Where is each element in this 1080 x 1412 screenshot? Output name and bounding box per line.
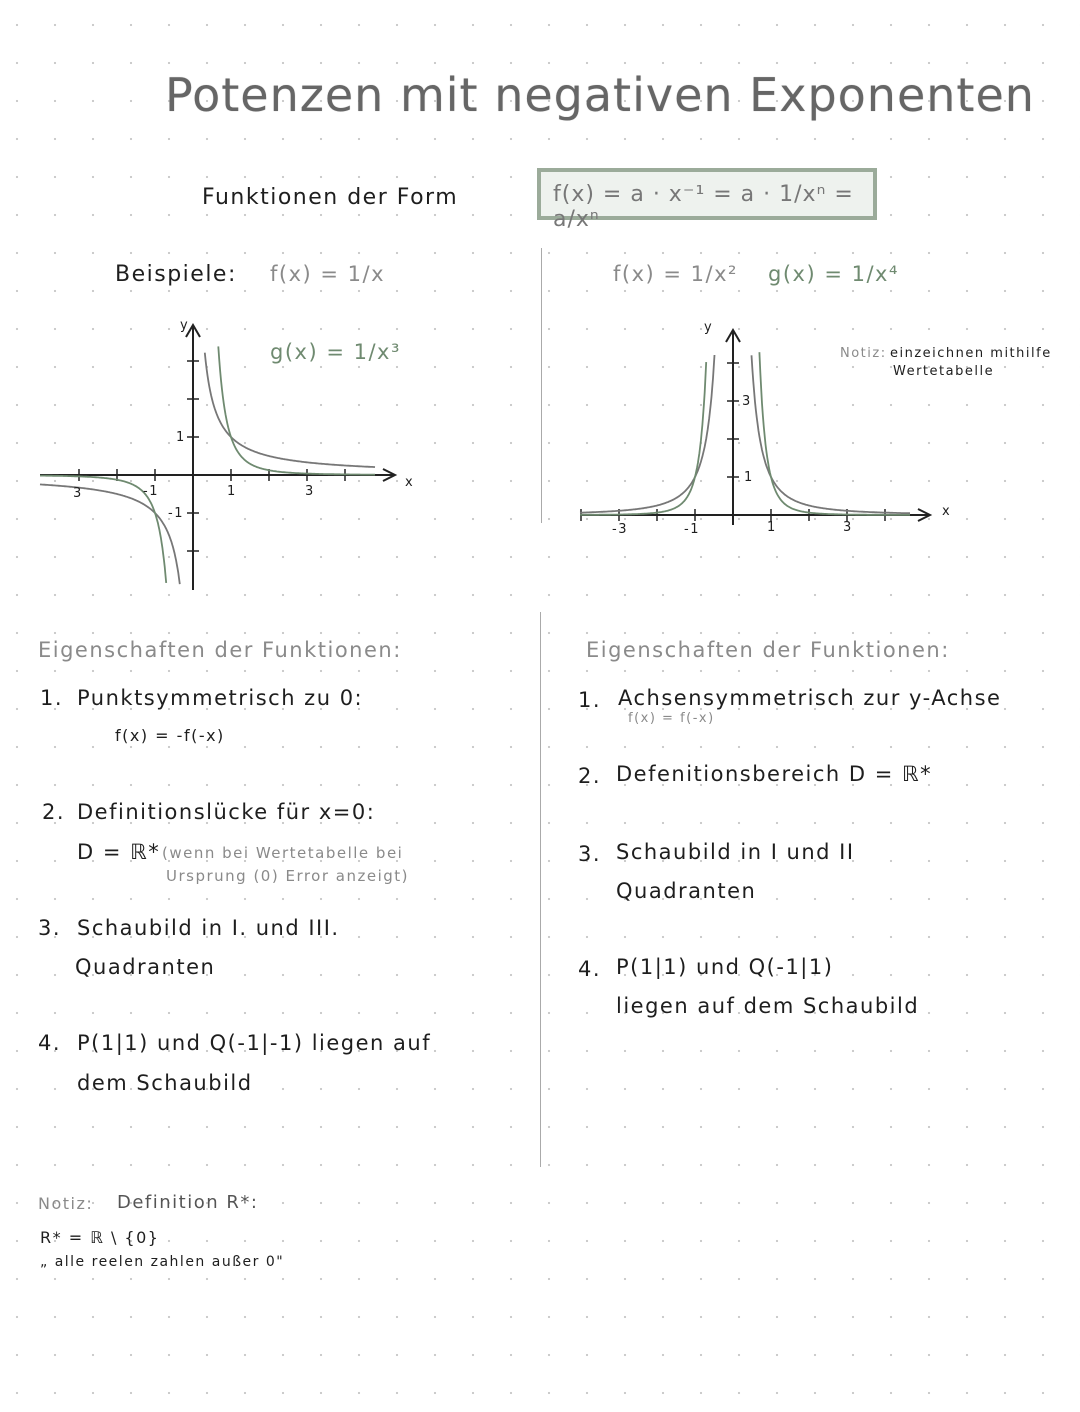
axis-label-x: x [405, 475, 415, 490]
note-label: Notiz: [38, 1194, 94, 1213]
note-line-2: „ alle reelen zahlen außer 0" [40, 1254, 285, 1270]
function-curve [218, 346, 375, 474]
note-line-1: R* = ℝ \ {0} [40, 1228, 160, 1247]
prop-number: 3. [38, 916, 62, 940]
tick-label: 1 [744, 470, 754, 485]
prop-number: 1. [578, 688, 602, 712]
props-title-right: Eigenschaften der Funktionen: [586, 638, 950, 662]
prop-number: 2. [42, 800, 66, 824]
note-text-right: einzeichnen mithilfe [890, 346, 1052, 361]
prop-text: Defenitionsbereich D = ℝ* [616, 762, 933, 786]
function-f-left: f(x) = 1/x [270, 262, 386, 286]
prop-note: Ursprung (0) Error anzeigt) [166, 867, 410, 885]
tick-label: -1 [684, 522, 700, 537]
page-title: Potenzen mit negativen Exponenten [165, 68, 1035, 122]
tick-label: 1 [176, 430, 186, 445]
prop-number: 2. [578, 764, 602, 788]
tick-label: 3 [73, 486, 83, 501]
tick-label: 3 [305, 484, 315, 499]
prop-text: Schaubild in I. und III. [77, 916, 340, 940]
tick-label: 1 [227, 484, 237, 499]
graph-left [40, 325, 395, 590]
function-curve [759, 352, 910, 515]
graph-right [580, 330, 930, 525]
tick-label: -1 [143, 484, 159, 499]
note-label-right: Notiz: [840, 346, 887, 361]
prop-sub: D = ℝ* [77, 840, 161, 864]
prop-number: 3. [578, 842, 602, 866]
tick-label: -3 [612, 522, 628, 537]
note-text-right-2: Wertetabelle [893, 364, 995, 379]
tick-label: 3 [742, 394, 752, 409]
prop-text: Punktsymmetrisch zu 0: [77, 686, 364, 710]
tick-label: 1 [767, 520, 777, 535]
axis-label-y: y [180, 318, 190, 333]
props-title-left: Eigenschaften der Funktionen: [38, 638, 402, 662]
prop-sub: Quadranten [75, 955, 216, 979]
prop-number: 1. [40, 686, 64, 710]
note-title: Definition R*: [117, 1192, 259, 1213]
prop-sub: f(x) = -f(-x) [115, 726, 225, 745]
function-curve [205, 353, 375, 467]
prop-text: P(1|1) und Q(-1|-1) liegen auf [77, 1031, 432, 1055]
axis-label-x: x [942, 504, 952, 519]
prop-number: 4. [578, 957, 602, 981]
prop-text: Achsensymmetrisch zur y-Achse [618, 686, 1002, 710]
prop-sub: Quadranten [616, 879, 757, 903]
function-g-right: g(x) = 1/x⁴ [768, 262, 899, 286]
prop-text: P(1|1) und Q(-1|1) [616, 955, 834, 979]
examples-label: Beispiele: [115, 262, 237, 287]
prop-number: 4. [38, 1031, 62, 1055]
formula: f(x) = a · x⁻¹ = a · 1/xⁿ = a/xⁿ [553, 182, 854, 232]
function-f-right: f(x) = 1/x² [613, 262, 738, 286]
function-g-left: g(x) = 1/x³ [270, 340, 401, 364]
subtitle: Funktionen der Form [202, 185, 459, 210]
function-curve [40, 484, 180, 584]
tick-label: -1 [168, 506, 184, 521]
prop-sub: liegen auf dem Schaubild [616, 994, 920, 1018]
tick-label: 3 [843, 520, 853, 535]
axis-label-y: y [704, 320, 714, 335]
prop-sub: dem Schaubild [77, 1071, 253, 1095]
prop-sub: f(x) = f(-x) [628, 711, 715, 726]
function-curve [580, 355, 715, 513]
prop-note: (wenn bei Wertetabelle bei [162, 844, 404, 862]
prop-text: Schaubild in I und II [616, 840, 855, 864]
function-curve [580, 362, 706, 515]
prop-text: Definitionslücke für x=0: [77, 800, 376, 824]
